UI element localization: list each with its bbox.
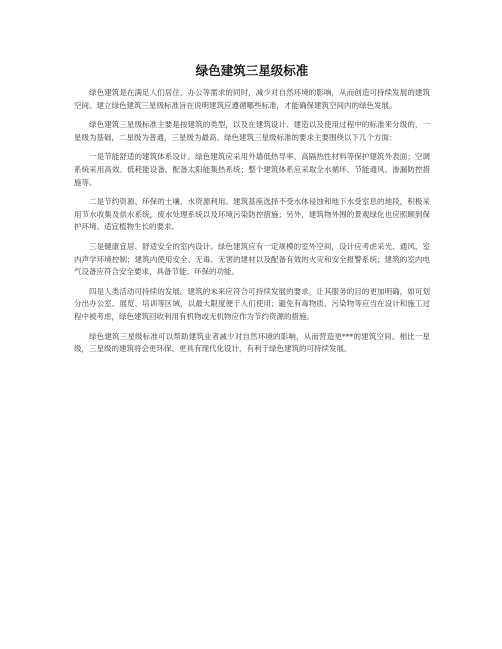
document-body [74, 62, 430, 356]
page-title: 绿色建筑三星级标准 [195, 63, 309, 78]
paragraph-conclusion: 绿色建筑三星级标准可以帮助建筑业者减少对自然环境的影响，从而营造更***的建筑空间。相比一星级，三星级的建筑将会更环保、更具有现代化设计，有利于绿色建筑的可持续发展。 [74, 331, 430, 354]
paragraph-point-one: 一是节能舒适的建筑体系设计。绿色建筑应采用外墙低热导率、高隔热性材料等保护建筑外表面；空调系统采用高效、低耗能设备，配备太阳能集热系统；整个建筑体系应采取全水循环、节能通风、渗漏防控措施等。 [74, 152, 430, 187]
paragraph-point-two: 二是节约资源、环保的土壤、水资源利用。建筑基座选择不受水体侵蚀和地下水受室息的地段，积极采用节水收集及供水系统，废水处理系统以及环境污染防控措施；另外，建筑物外围的景观绿化也应照顾到保护环境、适宜植物生长的要求。 [74, 197, 430, 232]
paragraph-intro: 绿色建筑是在满足人们居住、办公等需求的同时，减少对自然环境的影响，从而创造可持续发展的建筑空间。建立绿色建筑三星级标准旨在说明建筑应遵循哪些标准，才能确保建筑空间内的绿色发展。 [74, 88, 430, 110]
paragraph-grading: 绿色建筑三星级标准主要是按建筑的类型，以及在建筑设计、建造以及使用过程中的标准来分级的，一星级为基础，二星级为普通，三星级为最高。绿色建筑三星级标准的要求主要围绕以下几个方面： [74, 120, 430, 142]
paragraph-point-four: 四是人类活动可持续的发展。建筑的未来应符合可持续发展的要求，让其服务的目的更加明确，如可划分出办公室、展览、培训等区域，以最大限度便于人们使用；避免有毒物质、污染物等应当在设计和施工过程中被考虑，绿色建筑回收利用有机物或无机物应作为节约资源的措施。 [74, 286, 430, 321]
paragraph-point-three: 三是健康宜居、舒适安全的室内设计。绿色建筑应有一定规模的室外空间，设计应考虑采光、通风、室内声学环境控制；建筑内使用安全、无毒、无害的建材以及配备有效的火灾和安全报警系统；建筑的室内电气设备应符合安全要求，具备节能、环保的功能。 [74, 241, 430, 277]
